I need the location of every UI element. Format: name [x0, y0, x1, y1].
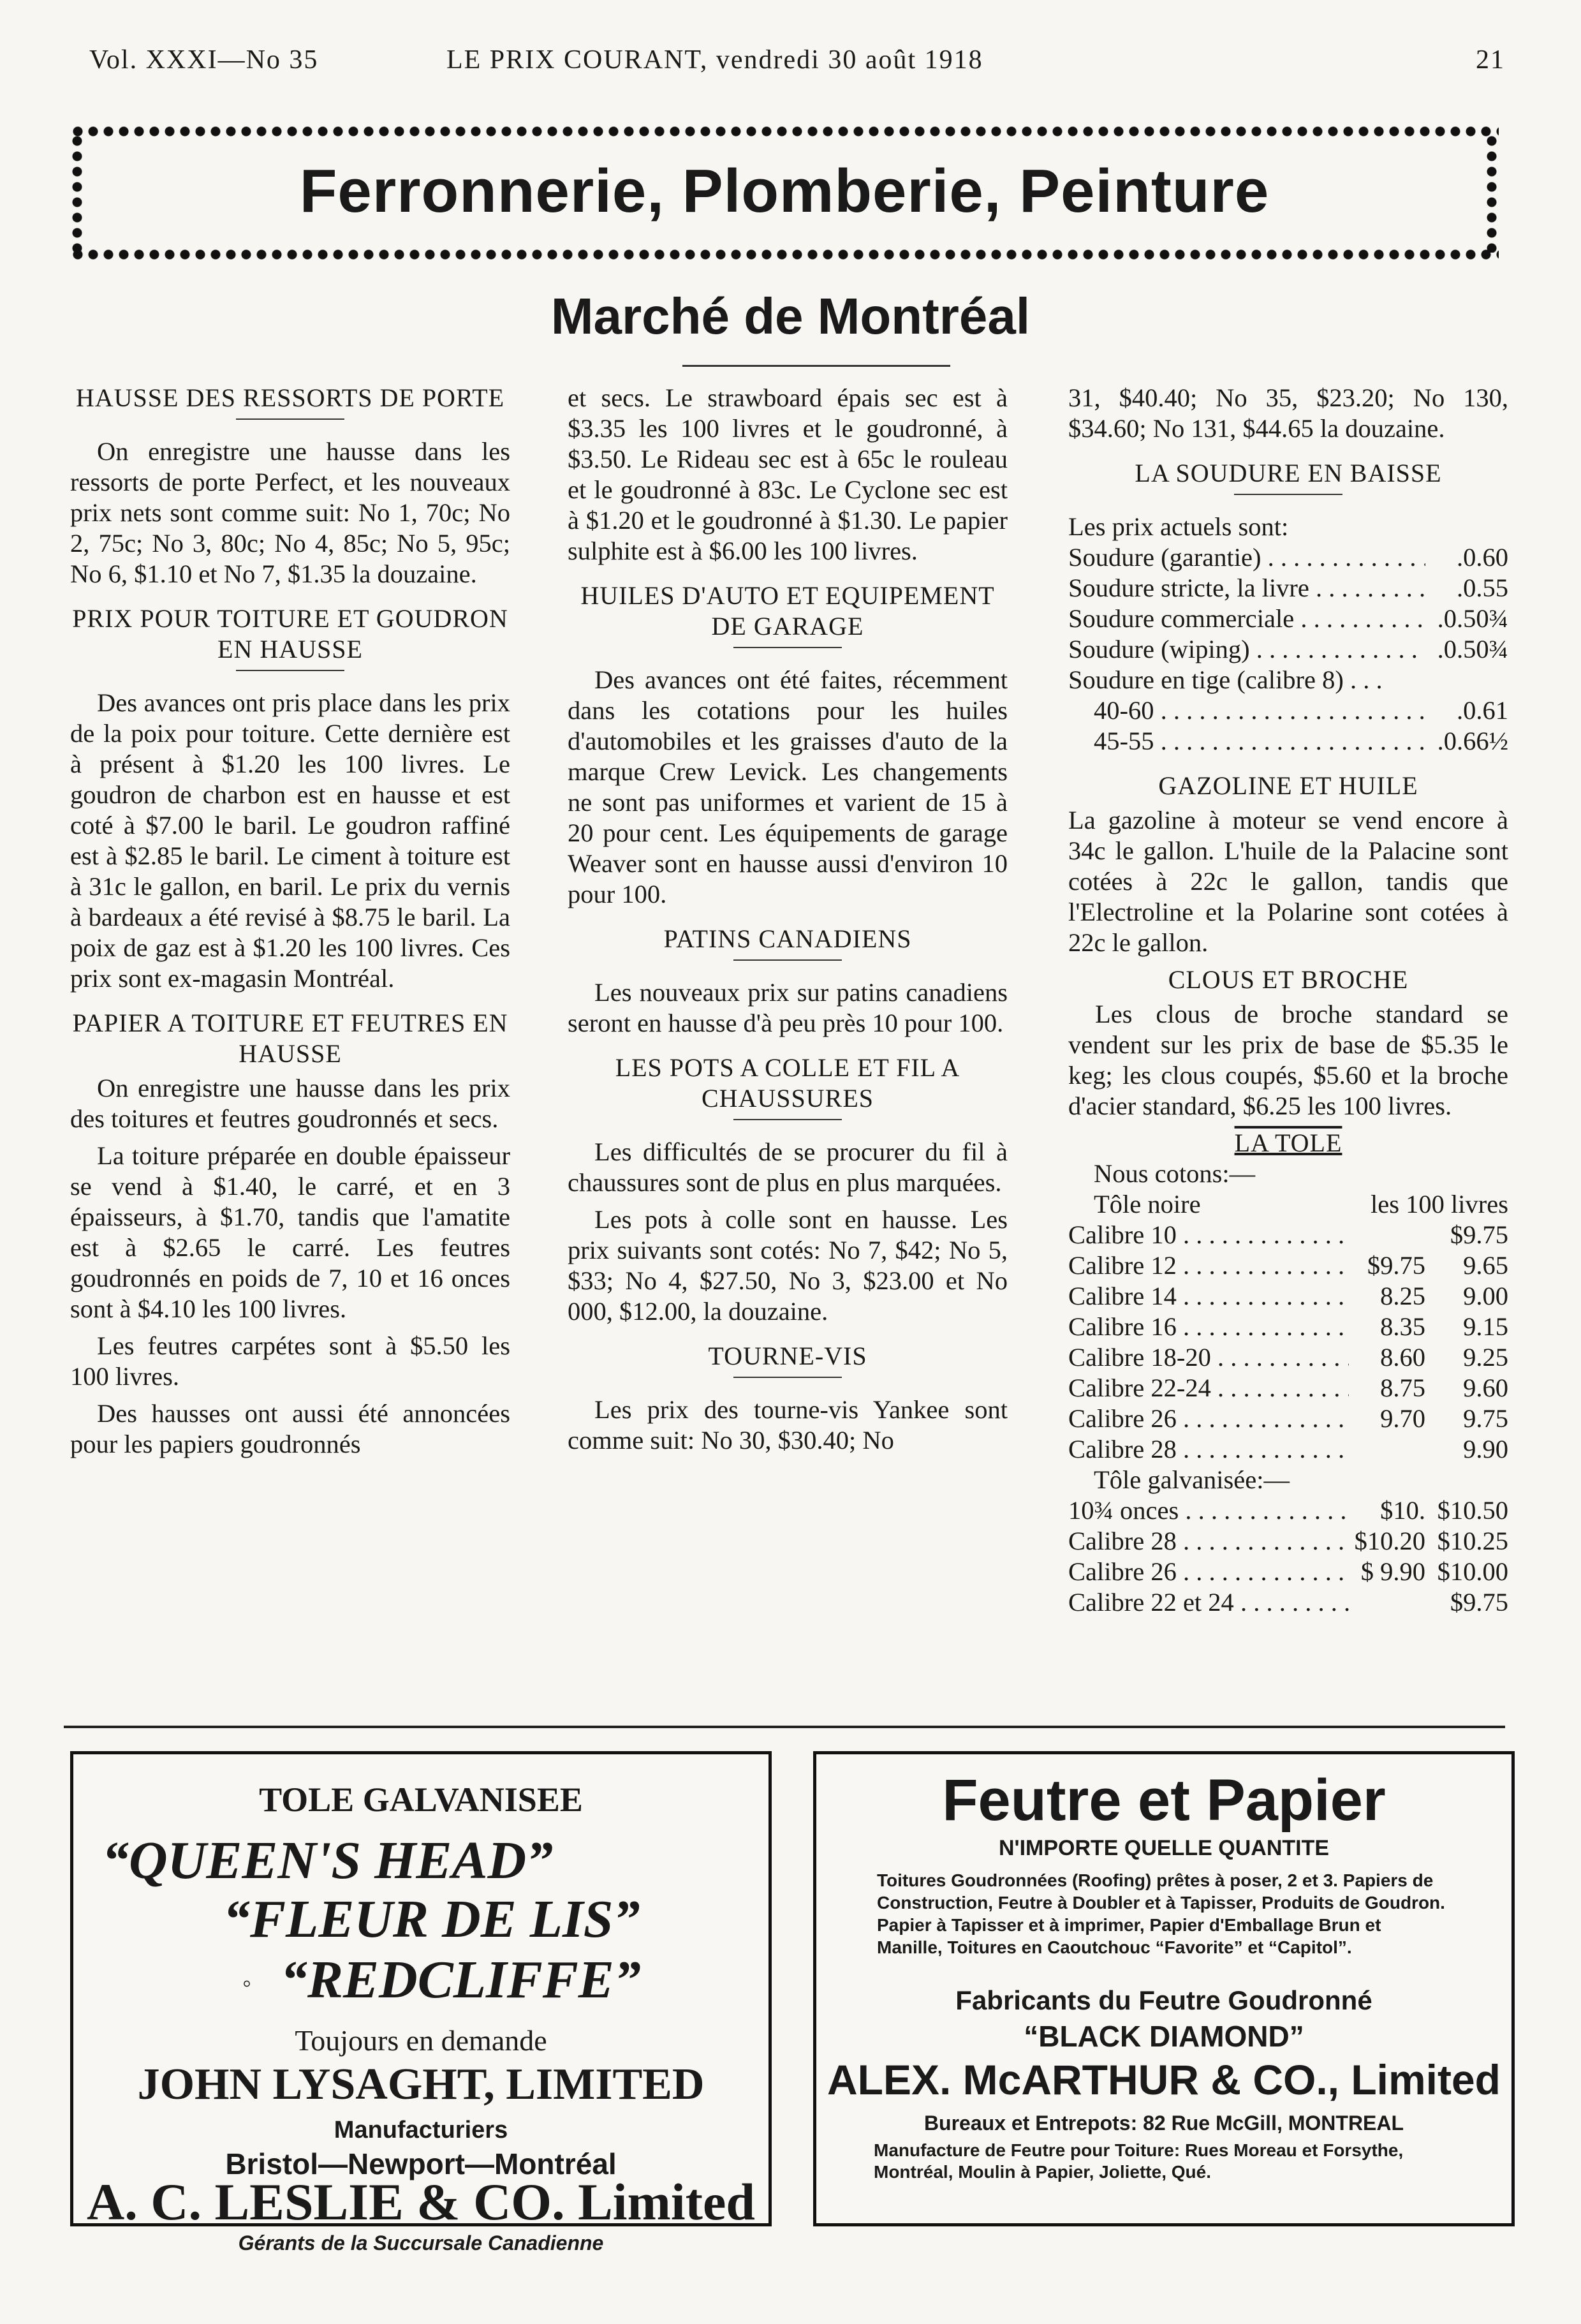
tige-row-price: .0.61	[1457, 696, 1508, 725]
galv-row	[1068, 1495, 1508, 1526]
tige-row-label: 40-60 . . .	[1094, 695, 1425, 726]
section-banner	[70, 124, 1499, 262]
tole-row	[1068, 1373, 1508, 1403]
galv-row	[1068, 1587, 1508, 1618]
tole-row-price-2: 9.25	[1463, 1343, 1508, 1372]
galv-row-label: Calibre 26 . . .	[1068, 1557, 1349, 1587]
volume-number: Vol. XXXI—No 35	[89, 45, 319, 75]
galv-row-price-2: $10.00	[1437, 1557, 1508, 1586]
tole-row-price-1	[1349, 1220, 1425, 1250]
tole-cotons: Nous cotons:—	[1094, 1159, 1256, 1188]
ad-leslie-role: Gérants de la Succursale Canadienne	[238, 2231, 604, 2254]
soudure-row-label: Soudure (wiping) . . .	[1068, 634, 1425, 665]
tole-row-label: Calibre 18-20 . . .	[1068, 1342, 1349, 1373]
tige-row-label: 45-55 . . .	[1094, 726, 1425, 757]
tole-row-price-1: 8.75	[1380, 1373, 1425, 1402]
heading-toiture-goudron: PRIX POUR TOITURE ET GOUDRON EN HAUSSE	[72, 604, 508, 663]
article-patins: Les nouveaux prix sur patins canadiens seront en hausse d'à peu près 10 pour 100.	[568, 978, 1008, 1037]
tole-row	[1068, 1312, 1508, 1342]
galv-row-price-1	[1349, 1587, 1425, 1618]
tole-galvanisee-label: Tôle galvanisée:—	[1094, 1465, 1290, 1494]
article-clous: Les clous de broche standard se vendent sur les prix de base de $5.35 le keg; les clous coupés, $5.60 et la broche d'acier standard, $6.25 les 100 livres.	[1068, 1000, 1508, 1120]
soudure-row-price: .0.50¾	[1437, 635, 1508, 663]
tole-noire-price-list	[1068, 1220, 1508, 1465]
market-title: Marché de Montréal	[550, 288, 1031, 344]
tige-row	[1094, 726, 1508, 757]
tole-row-price-2: 9.60	[1463, 1373, 1508, 1402]
column-1	[70, 383, 510, 1466]
tole-row-price-2: 9.90	[1463, 1435, 1508, 1463]
heading-tourne-vis: TOURNE-VIS	[708, 1342, 867, 1370]
tole-row-price-1: 8.60	[1380, 1343, 1425, 1372]
tole-row-price-1: 8.35	[1380, 1312, 1425, 1341]
article-papier-3: Les feutres carpétes sont à $5.50 les 100 livres.	[70, 1331, 510, 1391]
soudure-row	[1068, 542, 1508, 573]
article-ressorts: On enregistre une hausse dans les ressorts de porte Perfect, et les nouveaux prix nets sont comme suit: No 1, 70c; No 2, 75c; No 3, 80c; No 4, 85c; No 5, 95c; No 6, $1.10 et No 7, $1.35 la douzaine.	[70, 437, 510, 588]
tole-row-price-1: 9.70	[1380, 1404, 1425, 1433]
tole-row-label: Calibre 14 . . .	[1068, 1281, 1349, 1312]
heading-ressorts: HAUSSE DES RESSORTS DE PORTE	[75, 383, 505, 412]
soudure-row-price: .0.50¾	[1437, 604, 1508, 633]
article-papier-1: On enregistre une hausse dans les prix des toitures et feutres goudronnés et secs.	[70, 1074, 510, 1133]
ad-lysaght-title: TOLE GALVANISEE	[259, 1780, 583, 1819]
market-title-rule	[682, 365, 950, 367]
galv-row	[1068, 1526, 1508, 1557]
tole-row-price-1: $9.75	[1367, 1251, 1425, 1280]
soudure-row-label: Soudure (garantie) . . .	[1068, 542, 1425, 573]
article-huiles-auto: Des avances ont été faites, récemment dans les cotations pour les huiles d'automobiles et les graisses d'auto de la marque Crew Levick. Les changements ne sont pas uniformes et varient de 15 à 20 pour cent. Les équipements de garage Weaver sont en hausse aussi d'environ 10 pour 100.	[568, 665, 1008, 908]
tole-row	[1068, 1403, 1508, 1434]
article-papier-2: La toiture préparée en double épaisseur se vend à $1.40, le carré, et en 3 épaisseurs, à $1.70, tandis que l'amatite est à $2.65 le carré. Les feutres goudronnés en poids de 7, 10 et 16 onces sont à $4.10 les 100 livres.	[70, 1141, 510, 1323]
page-number: 21	[1476, 45, 1505, 75]
ad-leslie-company: A. C. LESLIE & CO. Limited	[87, 2173, 755, 2231]
tole-row-price-2: 9.75	[1463, 1404, 1508, 1433]
article-tourne-vis: Les prix des tourne-vis Yankee sont comme suit: No 30, $30.40; No	[568, 1395, 1008, 1454]
column-3	[1068, 383, 1508, 1618]
galv-row-label: 10¾ onces . . .	[1068, 1495, 1349, 1526]
ad-mcarthur-quantity: N'IMPORTE QUELLE QUANTITE	[998, 1836, 1330, 1860]
tole-row	[1068, 1281, 1508, 1312]
galv-row-label: Calibre 22 et 24 . . .	[1068, 1587, 1349, 1618]
tole-row-price-2: 9.00	[1463, 1282, 1508, 1310]
tole-row	[1068, 1434, 1508, 1465]
article-papier-cont: et secs. Le strawboard épais sec est à $3.35 les 100 livres et le goudronné, à $3.50. Le Rideau sec est à 65c le rouleau et le goudronné à 83c. Le Cyclone sec est à $1.20 et le goudronné à $1.30. Le papier sulphite est à $6.00 les 100 livres.	[568, 383, 1008, 565]
tole-noire-header	[1068, 1189, 1508, 1220]
ad-mcarthur-title: Feutre et Papier	[942, 1768, 1386, 1833]
galv-row-price-2: $10.50	[1437, 1496, 1508, 1525]
brand-fleur-de-lis: “FLEUR DE LIS”	[223, 1890, 640, 1949]
soudure-row-label: Soudure commerciale . . .	[1068, 603, 1425, 634]
divider	[236, 670, 344, 671]
ad-mcarthur-factory: Manufacture de Feutre pour Toiture: Rues Moreau et Forsythe, Montréal, Moulin à Papier, Joliette, Qué.	[874, 2140, 1404, 2182]
heading-patins: PATINS CANADIENS	[663, 924, 912, 953]
brand-redcliffe: ◦ “REDCLIFFE”	[281, 1949, 641, 2011]
ad-mcarthur-fabricants: Fabricants du Feutre Goudronné	[955, 1985, 1372, 2015]
soudure-row-price: .0.60	[1457, 543, 1508, 572]
tole-row-price-2: $9.75	[1450, 1220, 1508, 1249]
advertisement-lysaght	[70, 1751, 772, 2254]
galv-row	[1068, 1557, 1508, 1587]
ads-separator	[64, 1726, 1505, 1728]
tole-row	[1068, 1342, 1508, 1373]
tole-row-price-2: 9.65	[1463, 1251, 1508, 1280]
tole-row-label: Calibre 12 . . .	[1068, 1250, 1349, 1281]
tige-row-price: .0.66½	[1437, 727, 1508, 755]
divider	[1234, 494, 1342, 495]
soudure-intro: Les prix actuels sont:	[1068, 512, 1289, 541]
soudure-row-label: Soudure stricte, la livre . . .	[1068, 573, 1425, 603]
divider	[733, 1377, 842, 1378]
heading-clous: CLOUS ET BROCHE	[1168, 965, 1409, 994]
tole-row-label: Calibre 28 . . .	[1068, 1434, 1349, 1465]
divider	[733, 647, 842, 648]
tole-per-100-label: les 100 livres	[1371, 1190, 1508, 1218]
heading-tole: LA TOLE	[1234, 1129, 1342, 1157]
banner-border-top	[70, 124, 1499, 138]
article-toiture-goudron: Des avances ont pris place dans les prix de la poix pour toiture. Cette dernière est à présent à $1.20 les 100 livres. Le goudron de charbon est en hausse et est coté à $7.00 le baril. Le goudron raffiné est à $2.85 le baril. Le ciment à toiture est à 31c le gallon, en baril. Le prix du vernis à bardeaux a été revisé à $8.75 le baril. La poix de gaz est à $1.20 les 100 livres. Ces prix sont ex-magasin Montréal.	[70, 688, 510, 993]
ad-lysaght-company: JOHN LYSAGHT, LIMITED	[137, 2060, 705, 2109]
galv-row-price-1: $10.	[1380, 1496, 1425, 1525]
heading-papier-toiture: PAPIER A TOITURE ET FEUTRES EN HAUSSE	[72, 1009, 508, 1068]
brand-queens-head: “QUEEN'S HEAD”	[102, 1831, 554, 1890]
ad-lysaght-demand: Toujours en demande	[295, 2024, 547, 2057]
tole-row-price-2: 9.15	[1463, 1312, 1508, 1341]
tole-row-price-1	[1349, 1434, 1425, 1465]
heading-soudure: LA SOUDURE EN BAISSE	[1135, 459, 1442, 487]
tole-row-label: Calibre 22-24 . . .	[1068, 1373, 1349, 1403]
heading-pots-colle: LES POTS A COLLE ET FIL A CHAUSSURES	[615, 1053, 960, 1113]
tige-row	[1094, 695, 1508, 726]
ad-lysaght-manufacturers: Manufacturiers	[334, 2117, 508, 2143]
divider	[733, 959, 842, 961]
running-header	[89, 45, 1505, 89]
advertisement-mcarthur	[813, 1751, 1515, 2226]
galv-row-price-1: $10.20	[1354, 1527, 1425, 1555]
tole-row-label: Calibre 10 . . .	[1068, 1220, 1349, 1250]
tole-row	[1068, 1250, 1508, 1281]
tole-row-label: Calibre 16 . . .	[1068, 1312, 1349, 1342]
ad-mcarthur-black-diamond: “BLACK DIAMOND”	[1024, 2020, 1304, 2053]
tole-galvanisee-price-list	[1068, 1495, 1508, 1618]
ad-mcarthur-offices: Bureaux et Entrepots: 82 Rue McGill, MONTREAL	[923, 2112, 1404, 2135]
soudure-row	[1068, 603, 1508, 634]
soudure-tige: Soudure en tige (calibre 8) . . .	[1068, 665, 1383, 694]
column-2	[568, 383, 1008, 1462]
divider	[236, 418, 344, 420]
galv-row-price-2: $9.75	[1450, 1588, 1508, 1617]
article-gazoline: La gazoline à moteur se vend encore à 34c le gallon. L'huile de la Palacine sont cotées à 22c le gallon, tandis que l'Electroline et la Polarine sont cotées à 22c le gallon.	[1068, 806, 1508, 957]
tole-row-price-1: 8.25	[1380, 1282, 1425, 1310]
article-tourne-vis-cont: 31, $40.40; No 35, $23.20; No 130, $34.60; No 131, $44.65 la douzaine.	[1068, 383, 1508, 443]
soudure-row-price: .0.55	[1457, 574, 1508, 602]
banner-title: Ferronnerie, Plomberie, Peinture	[299, 157, 1270, 225]
soudure-row	[1068, 634, 1508, 665]
ad-mcarthur-company: ALEX. McARTHUR & CO., Limited	[827, 2056, 1501, 2103]
galv-row-price-1: $ 9.90	[1360, 1557, 1425, 1586]
banner-border-bottom	[70, 248, 1499, 262]
tole-row	[1068, 1220, 1508, 1250]
ad-lysaght-cities: Bristol—Newport—Montréal	[225, 2147, 617, 2180]
soudure-row	[1068, 573, 1508, 603]
publication-line: LE PRIX COURANT, vendredi 30 août 1918	[446, 45, 983, 75]
galv-row-label: Calibre 28 . . .	[1068, 1526, 1349, 1557]
galv-row-price-2: $10.25	[1437, 1527, 1508, 1555]
tole-row-label: Calibre 26 . . .	[1068, 1403, 1349, 1434]
article-papier-4: Des hausses ont aussi été annoncées pour les papiers goudronnés	[70, 1399, 510, 1458]
article-pots-colle: Les pots à colle sont en hausse. Les prix suivants sont cotés: No 7, $42; No 5, $33; No 4, $27.50, No 3, $23.00 et No 000, $12.00, la douzaine.	[568, 1205, 1008, 1326]
article-fil-chaussures: Les difficultés de se procurer du fil à chaussures sont de plus en plus marquées.	[568, 1137, 1008, 1197]
tole-noire-label: Tôle noire	[1094, 1190, 1201, 1218]
heading-huiles-auto: HUILES D'AUTO ET EQUIPEMENT DE GARAGE	[580, 581, 995, 640]
soudure-tige-list	[1068, 695, 1508, 757]
ad-mcarthur-products: Toitures Goudronnées (Roofing) prêtes à poser, 2 et 3. Papiers de Construction, Feutre à Doubler et à Tapisser, Produits de Goudron. Papier à Tapisser et à imprimer, Papier d'Emballage Brun et Manille, Toitures en Caoutchouc “Favorite” et “Capitol”.	[877, 1870, 1445, 1957]
divider	[733, 1119, 842, 1120]
heading-gazoline: GAZOLINE ET HUILE	[1158, 771, 1418, 800]
soudure-price-list	[1068, 542, 1508, 665]
